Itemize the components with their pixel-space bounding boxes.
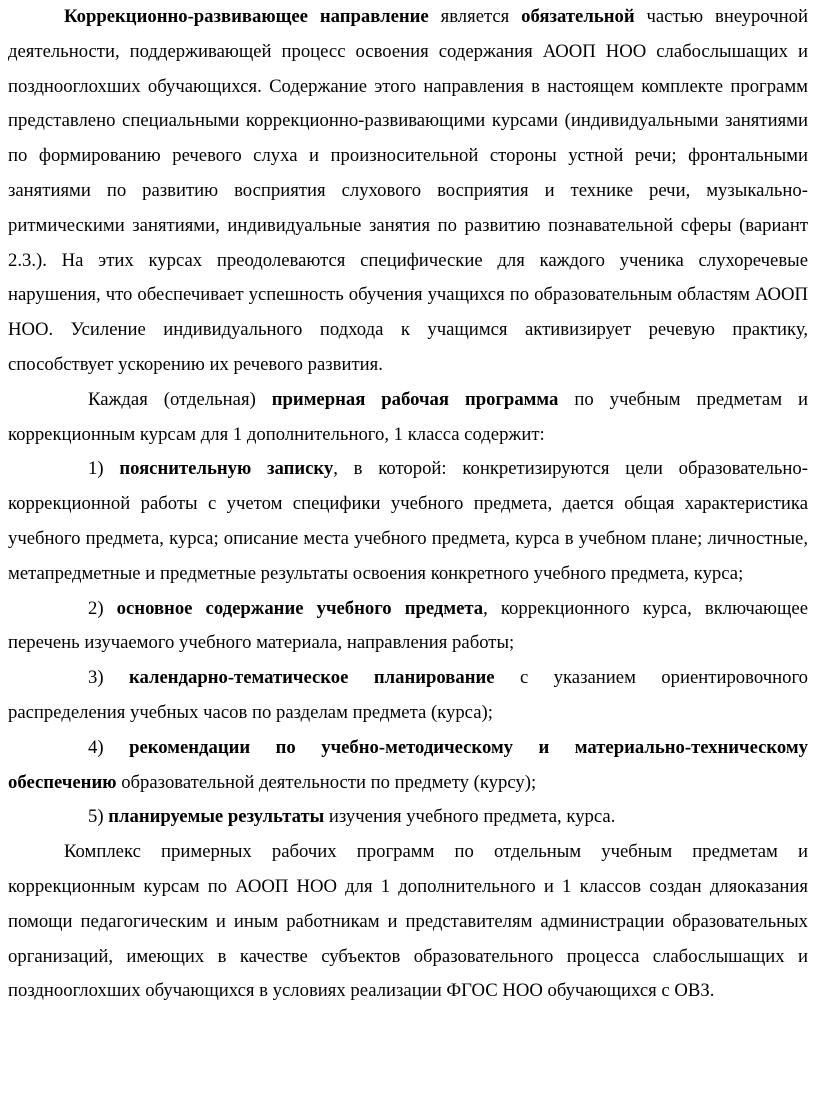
document-page [8, 0, 808, 1009]
list-item-title: пояснительную записку [119, 458, 334, 480]
text-segment: Комплекс примерных рабочих программ по отдельным учебным предметам и коррекционным курсам по АООП НОО для 1 дополнительного и 1 классов создан дляоказания помощи педагогическим и иным работникам и представителям администрации образовательных организаций, имеющих в качестве субъектов образовательного процесса слабослышащих и позднооглохших обучающихся в условиях реализации ФГОС НОО обучающихся с ОВЗ. [8, 841, 808, 1002]
list-number: 3) [88, 667, 129, 689]
term-mandatory: обязательной [521, 6, 635, 27]
list-item-title: планируемые результаты [108, 806, 325, 828]
text-segment: Каждая (отдельная) [88, 388, 272, 410]
list-item-explanatory-note [8, 452, 808, 591]
list-item-main-content [8, 592, 808, 662]
text-segment: является [428, 6, 522, 27]
list-item-text: образовательной деятельности по предмету (курсу); [116, 771, 537, 793]
list-item-text: изучения учебного предмета, курса. [324, 806, 616, 828]
term-correction-direction: Коррекционно-развивающее направление [64, 6, 429, 27]
text-segment: частью внеурочной деятельности, поддерживающей процесс освоения содержания АООП НОО слабослышащих и позднооглохших обучающихся. Содержание этого направления в настоящем комплекте программ представлено специальными коррекционно-развивающими курсами (индивидуальными занятиями по формированию речевого слуха и произносительной стороны устной речи; фронтальными занятиями по развитию восприятия слухового восприятия и технике речи, музыкально-ритмическими занятиями, индивидуальные занятия по развитию познавательной сферы (вариант 2.3.). На этих курсах преодолеваются специфические для каждого ученика слухоречевые нарушения, что обеспечивает успешность обучения учащихся по образовательным областям АООП НОО. Усиление индивидуального подхода к учащимся активизирует речевую практику, способствует ускорению их речевого развития. [8, 6, 808, 375]
list-number: 5) [88, 806, 109, 828]
list-item-recommendations [8, 731, 808, 801]
paragraph-correction-direction [8, 0, 808, 383]
text-segment: по учебным предметам и коррекционным курсам для 1 дополнительного, 1 класса содержит: [8, 388, 809, 445]
list-item-text: с указанием ориентировочного распределения учебных часов по разделам предмета (курса); [8, 667, 808, 723]
list-item-title: рекомендации по учебно-методическому и материально-техническому обеспечению [8, 736, 808, 793]
paragraph-program-contents [8, 383, 808, 453]
list-item-title: календарно-тематическое планирование [128, 667, 495, 689]
list-number: 4) [88, 736, 130, 758]
list-item-title: основное содержание учебного предмета [116, 597, 484, 619]
list-number: 1) [88, 458, 120, 480]
paragraph-program-complex [8, 835, 808, 1009]
list-item-planned-results [8, 800, 808, 835]
list-item-calendar-planning [8, 661, 808, 731]
list-item-text: , коррекционного курса, включающее перечень изучаемого учебного материала, направления работы; [8, 597, 808, 654]
term-sample-program: примерная рабочая программа [271, 388, 559, 410]
list-number: 2) [88, 597, 117, 619]
list-item-text: , в которой: конкретизируются цели образовательно-коррекционной работы с учетом специфики учебного предмета, дается общая характеристика учебного предмета, курса; описание места учебного предмета, курса в учебном плане; личностные, метапредметные и предметные результаты освоения конкретного учебного предмета, курса; [8, 458, 808, 584]
